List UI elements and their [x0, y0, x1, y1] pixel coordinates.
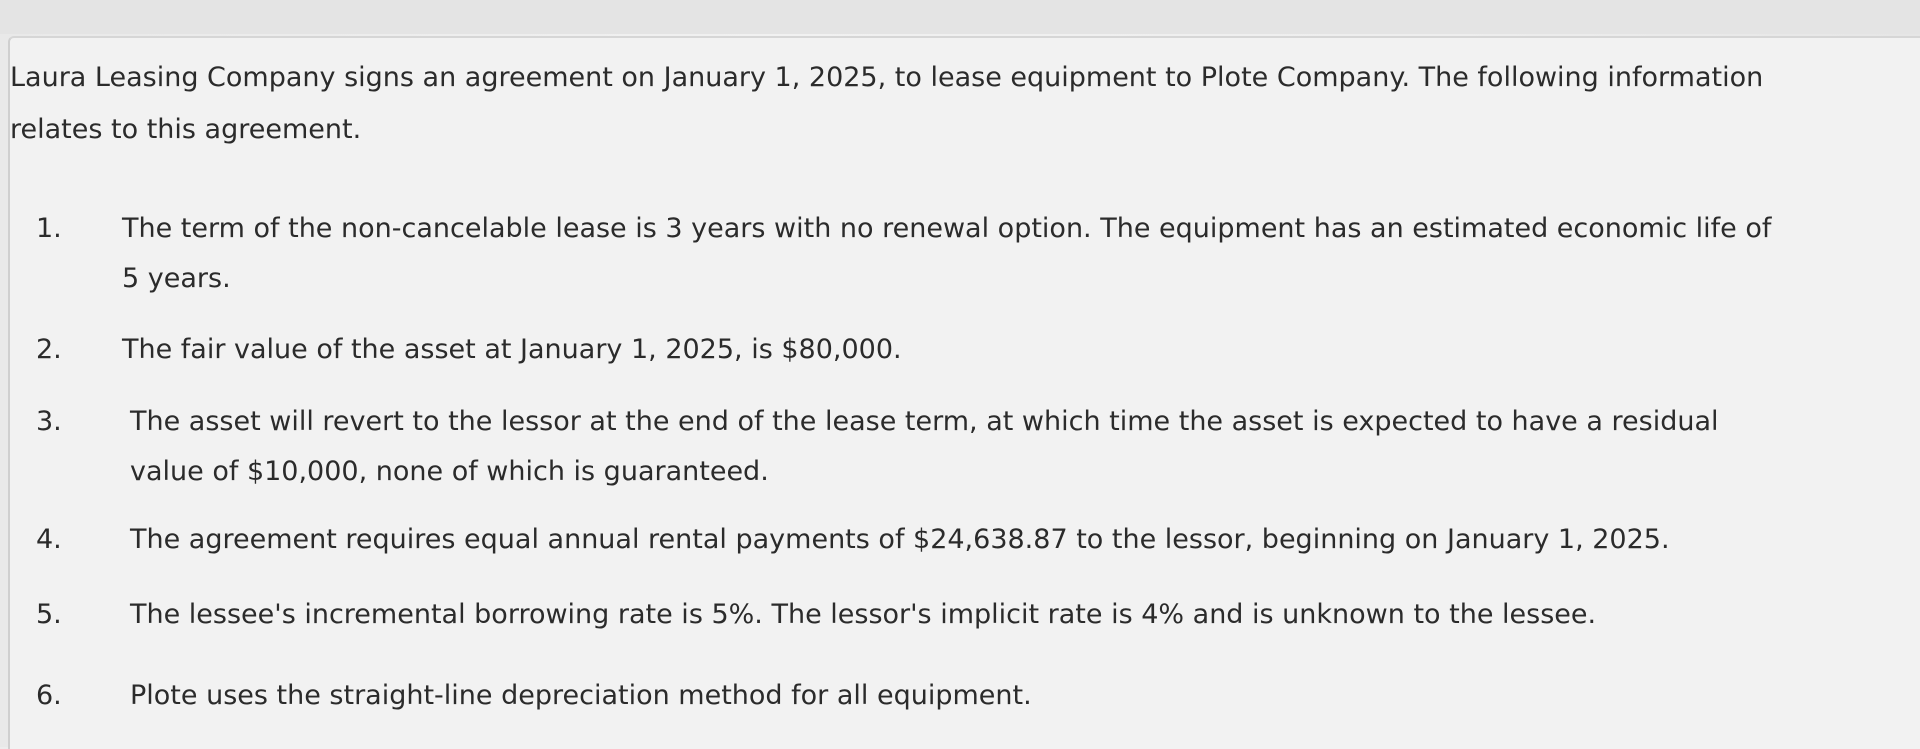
list-item-number: 5. — [36, 599, 62, 630]
list-item-number: 3. — [36, 406, 62, 437]
list-item-text: The asset will revert to the lessor at the end of the lease term, at which time the asset is expected to have a residual value of $10,000, none of which is guaranteed. — [130, 406, 1719, 487]
list-item-number: 2. — [36, 334, 62, 365]
list-item-number: 4. — [36, 524, 62, 555]
list-item-text: The fair value of the asset at January 1, 2025, is $80,000. — [122, 334, 902, 365]
list-item-text: The term of the non-cancelable lease is 3 years with no renewal option. The equipment has an estimated economic life of 5 years. — [122, 213, 1772, 294]
list-item-text: The agreement requires equal annual rental payments of $24,638.87 to the lessor, beginning on January 1, 2025. — [130, 524, 1670, 555]
list-item-number: 6. — [36, 680, 62, 711]
list-item-number: 1. — [36, 213, 62, 244]
list-item-text: The lessee's incremental borrowing rate is 5%. The lessor's implicit rate is 4% and is unknown to the lessee. — [130, 599, 1597, 630]
intro-paragraph: Laura Leasing Company signs an agreement on January 1, 2025, to lease equipment to Plote Company. The following information relates to this agreement. — [10, 62, 1764, 145]
top-strip — [0, 0, 1920, 34]
list-item-text: Plote uses the straight-line depreciation method for all equipment. — [130, 680, 1032, 711]
